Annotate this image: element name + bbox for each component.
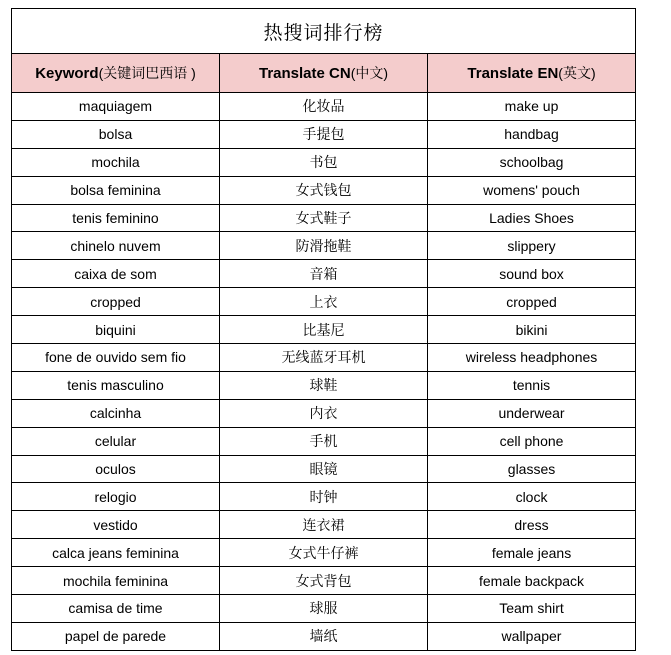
keyword-cell: calcinha [12, 399, 220, 427]
table-row [12, 148, 636, 176]
en-cell: bikini [428, 316, 636, 344]
table-row [12, 539, 636, 567]
keyword-cell: tenis masculino [12, 371, 220, 399]
keyword-cell: caixa de som [12, 260, 220, 288]
header-translate-cn-sub: (中文) [350, 65, 389, 81]
table-row [12, 232, 636, 260]
table-body [12, 93, 636, 651]
table-row [12, 204, 636, 232]
cn-cell: 球鞋 [220, 371, 428, 399]
table-row [12, 93, 636, 121]
table-row [12, 371, 636, 399]
cn-cell: 连衣裙 [220, 511, 428, 539]
en-cell: make up [428, 93, 636, 121]
en-cell: slippery [428, 232, 636, 260]
keyword-cell: bolsa [12, 120, 220, 148]
keyword-cell: camisa de time [12, 595, 220, 623]
cn-cell: 内衣 [220, 399, 428, 427]
keyword-cell: fone de ouvido sem fio [12, 344, 220, 372]
header-keyword [12, 54, 220, 93]
cn-cell: 防滑拖鞋 [220, 232, 428, 260]
cn-cell: 上衣 [220, 288, 428, 316]
cn-cell: 手机 [220, 427, 428, 455]
keyword-cell: maquiagem [12, 93, 220, 121]
cn-cell: 手提包 [220, 120, 428, 148]
cn-cell: 比基尼 [220, 316, 428, 344]
table-row [12, 316, 636, 344]
table-row [12, 595, 636, 623]
table-row [12, 344, 636, 372]
en-cell: wallpaper [428, 622, 636, 650]
en-cell: dress [428, 511, 636, 539]
cn-cell: 女式钱包 [220, 176, 428, 204]
keyword-cell: chinelo nuvem [12, 232, 220, 260]
table-row [12, 622, 636, 650]
table-row [12, 288, 636, 316]
table-title: 热搜词排行榜 [12, 9, 636, 54]
table-row [12, 455, 636, 483]
en-cell: glasses [428, 455, 636, 483]
keyword-cell: relogio [12, 483, 220, 511]
en-cell: wireless headphones [428, 344, 636, 372]
cn-cell: 球服 [220, 595, 428, 623]
cn-cell: 音箱 [220, 260, 428, 288]
header-translate-en-main: Translate EN [467, 65, 559, 82]
en-cell: female backpack [428, 567, 636, 595]
header-translate-cn [220, 54, 428, 93]
keyword-cell: calca jeans feminina [12, 539, 220, 567]
en-cell: handbag [428, 120, 636, 148]
table-row [12, 567, 636, 595]
keyword-cell: tenis feminino [12, 204, 220, 232]
keyword-cell: vestido [12, 511, 220, 539]
cn-cell: 书包 [220, 148, 428, 176]
en-cell: Ladies Shoes [428, 204, 636, 232]
en-cell: cropped [428, 288, 636, 316]
table-row [12, 260, 636, 288]
en-cell: womens' pouch [428, 176, 636, 204]
en-cell: Team shirt [428, 595, 636, 623]
table-row [12, 399, 636, 427]
header-translate-cn-main: Translate CN [258, 65, 351, 82]
keyword-cell: celular [12, 427, 220, 455]
header-keyword-main: Keyword [35, 65, 99, 82]
header-translate-en [428, 54, 636, 93]
table-row [12, 483, 636, 511]
en-cell: tennis [428, 371, 636, 399]
cn-cell: 墙纸 [220, 622, 428, 650]
table-row [12, 511, 636, 539]
cn-cell: 女式背包 [220, 567, 428, 595]
header-keyword-sub: (关键词巴西语 ) [98, 65, 196, 81]
keyword-cell: cropped [12, 288, 220, 316]
keyword-cell: mochila feminina [12, 567, 220, 595]
keyword-cell: mochila [12, 148, 220, 176]
en-cell: female jeans [428, 539, 636, 567]
header-row [12, 54, 636, 93]
keyword-cell: oculos [12, 455, 220, 483]
en-cell: clock [428, 483, 636, 511]
table-row [12, 427, 636, 455]
keyword-cell: bolsa feminina [12, 176, 220, 204]
keyword-ranking-table [11, 8, 636, 651]
en-cell: sound box [428, 260, 636, 288]
table-row [12, 176, 636, 204]
cn-cell: 时钟 [220, 483, 428, 511]
header-translate-en-sub: (英文) [558, 65, 596, 81]
en-cell: underwear [428, 399, 636, 427]
table-row [12, 120, 636, 148]
title-row [12, 9, 636, 54]
cn-cell: 女式鞋子 [220, 204, 428, 232]
cn-cell: 无线蓝牙耳机 [220, 344, 428, 372]
en-cell: schoolbag [428, 148, 636, 176]
cn-cell: 眼镜 [220, 455, 428, 483]
keyword-cell: biquini [12, 316, 220, 344]
cn-cell: 化妆品 [220, 93, 428, 121]
cn-cell: 女式牛仔裤 [220, 539, 428, 567]
en-cell: cell phone [428, 427, 636, 455]
keyword-cell: papel de parede [12, 622, 220, 650]
